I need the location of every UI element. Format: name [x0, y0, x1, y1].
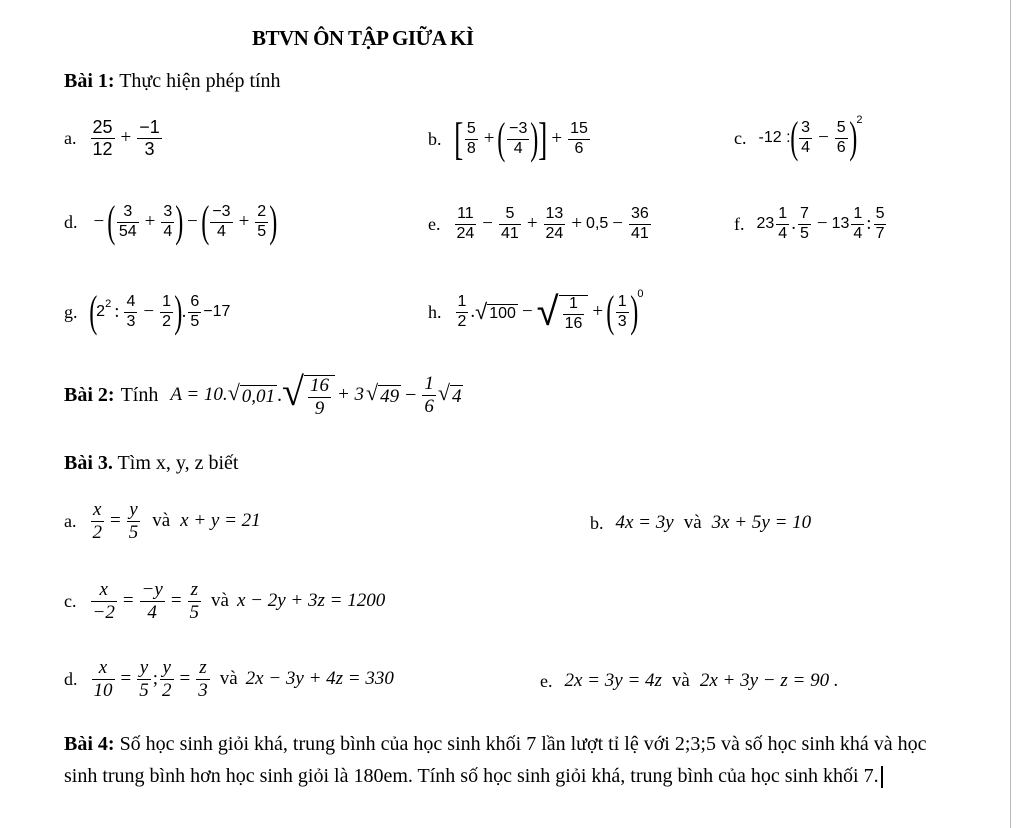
exponent: 0 [637, 288, 644, 300]
condition: x − 2y + 3z = 1200 [236, 590, 386, 612]
fraction: $\frac{1}{6}$ [424, 373, 434, 417]
decimal-term: 0,5 [586, 215, 609, 233]
square-root: √ $\frac{16}{9}$ [282, 372, 335, 419]
bai3-heading-text: Tìm x, y, z biết [117, 452, 239, 474]
bai3-item-a: a. $\frac{x}{2}$ = $\frac{y}{5}$ và x + y = 21 [64, 499, 261, 543]
fraction: $\frac{-y}{4}$ [141, 579, 163, 623]
fraction: $\frac{5}{41}$ [501, 205, 519, 242]
item-label: g. [64, 301, 78, 322]
fraction: $\frac{4}{3}$ [126, 292, 136, 330]
item-label: f. [734, 213, 745, 234]
item-label: b. [428, 128, 442, 149]
bai3-item-d: d. $\frac{x}{10}$ = $\frac{y}{5}$ ; $\frac{y}{2}$ = $\frac{z}{3}$ và 2x − 3y + 4z = 330 [64, 657, 394, 701]
fraction: $\frac{25}{12}$ [92, 117, 113, 159]
bai2-heading-text: Tính [120, 383, 159, 406]
bai3-heading [64, 452, 238, 475]
fraction: $\frac{-3}{4}$ [509, 119, 528, 157]
bai1-item-f: f. 23 $\frac{1}{4}$ . $\frac{7}{5}$ − 13 $\frac{1}{4}$ : $\frac{5}{7}$ [734, 205, 885, 242]
page-edge-line [1010, 0, 1011, 828]
bai1-item-c: c. -12 : ( $\frac{3}{4}$ − $\frac{5}{6}$ ) 2 [734, 113, 863, 162]
fraction: $\frac{y}{5}$ [139, 657, 149, 701]
fraction: $\frac{-1}{3}$ [139, 117, 160, 159]
bai1-item-e: e. $\frac{11}{24}$ − $\frac{5}{41}$ + $\frac{13}{24}$ + 0,5 − $\frac{36}{41}$ [428, 205, 649, 242]
va-word: và [683, 512, 702, 533]
item-label: b. [590, 512, 604, 533]
bai1-item-a [64, 118, 164, 159]
square-root: √ 49 [366, 380, 400, 408]
condition: 2x − 3y + 4z = 330 [245, 668, 394, 690]
item-label: c. [734, 127, 747, 148]
operator: + [120, 127, 132, 149]
item-label: d. [64, 211, 78, 232]
page-title: BTVN ÔN TẬP GIỮA KÌ [252, 26, 474, 50]
fraction: $\frac{3}{4}$ [801, 118, 811, 156]
text-cursor [881, 766, 883, 788]
fraction: $\frac{6}{5}$ [190, 292, 200, 330]
exponent: 2 [856, 114, 863, 126]
bai2-heading-bold: Bài 2: [64, 383, 115, 406]
fraction: $\frac{1}{2}$ [162, 292, 171, 330]
fraction: $\frac{5}{6}$ [836, 118, 846, 156]
fraction: $\frac{5}{7}$ [875, 205, 885, 242]
bai4-heading-bold: Bài 4: [64, 733, 115, 755]
fraction: $\frac{y}{5}$ [128, 499, 139, 543]
item-label: a. [64, 510, 77, 531]
va-word: và [152, 510, 171, 532]
mid-term: + 3 [336, 384, 365, 406]
bai3-item-e [540, 670, 839, 692]
equation: 4x = 3y [615, 512, 674, 533]
square-root: √ 0,01 [227, 380, 276, 408]
fraction: $\frac{1}{4}$ [778, 205, 788, 242]
fraction: $\frac{z}{5}$ [189, 579, 200, 623]
item-label: e. [540, 670, 553, 691]
fraction: $\frac{-3}{4}$ [212, 202, 231, 240]
va-word: và [211, 590, 229, 612]
item-label: h. [428, 301, 442, 322]
bai3-heading-bold: Bài 3. [64, 452, 113, 474]
fraction: $\frac{11}{24}$ [456, 205, 475, 242]
va-word: và [671, 670, 690, 691]
fraction: $\frac{1}{2}$ [457, 292, 467, 330]
equation: 2x = 3y = 4z [564, 670, 662, 691]
condition: x + y = 21 [180, 510, 261, 532]
square-root: √ $\frac{1}{16}$ [537, 292, 589, 333]
condition: 2x + 3y − z = 90 . [699, 670, 839, 691]
tail-term: −17 [203, 303, 231, 320]
item-label: a. [64, 127, 77, 148]
fraction: $\frac{15}{6}$ [570, 119, 588, 157]
fraction: $\frac{x}{2}$ [92, 499, 102, 543]
lhs: A = 10. [170, 384, 228, 406]
bai1-heading [64, 70, 281, 93]
fraction: $\frac{1}{3}$ [617, 292, 627, 330]
bai1-item-b: b. [ $\frac{5}{8}$ + ( $\frac{-3}{4}$ ) ] + $\frac{15}{6}$ [428, 113, 588, 164]
fraction: $\frac{13}{24}$ [545, 205, 564, 242]
item-label: d. [64, 668, 78, 689]
va-word: và [219, 668, 238, 690]
bai4-paragraph [64, 728, 964, 792]
bai3-item-c: c. $\frac{x}{-2}$ = $\frac{-y}{4}$ = $\frac{z}{5}$ và x − 2y + 3z = 1200 [64, 579, 386, 623]
fraction: $\frac{36}{41}$ [631, 205, 649, 242]
fraction: $\frac{2}{5}$ [257, 202, 267, 240]
fraction: $\frac{1}{4}$ [853, 205, 863, 242]
item-label: c. [64, 590, 77, 611]
bai1-item-g: g. ( 2 2 : $\frac{4}{3}$ − $\frac{1}{2}$ ) . $\frac{6}{5}$ −17 [64, 287, 231, 336]
condition: 3x + 5y = 10 [711, 512, 812, 533]
item-label: e. [428, 213, 441, 234]
bai1-heading-bold: Bài 1: [64, 70, 115, 92]
fraction: $\frac{x}{-2}$ [92, 579, 115, 623]
bai1-item-d: d. − ( $\frac{3}{54}$ + $\frac{3}{4}$ ) − ( $\frac{-3}{4}$ + $\frac{2}{5}$ ) [64, 197, 278, 246]
bai2: Bài 2: Tính A = 10. √ 0,01 . √ $\frac{16}{9}$ + 3 √ 49 − $\frac{1}{6}$ √ 4 [64, 369, 462, 419]
bai1-heading-text: Thực hiện phép tính [119, 70, 281, 92]
fraction: $\frac{x}{10}$ [93, 657, 113, 701]
whole-part: 13 [831, 215, 850, 233]
fraction: $\frac{5}{8}$ [466, 119, 476, 157]
base: 2 [96, 303, 106, 320]
lead-term: -12 : [758, 129, 791, 146]
fraction: $\frac{3}{54}$ [118, 202, 137, 240]
exponent: 2 [105, 298, 112, 310]
fraction: $\frac{z}{3}$ [198, 657, 208, 701]
fraction: $\frac{7}{5}$ [799, 205, 809, 242]
fraction: $\frac{3}{4}$ [163, 202, 173, 240]
whole-part: 23 [756, 215, 775, 233]
bai4-text: Số học sinh giỏi khá, trung bình của học sinh khối 7 lần lượt tỉ lệ với 2;3;5 và số học sinh khá và học sinh trung bình hơn học sinh giỏi là 180em. Tính số học sinh giỏi khá, trung bình của học sinh khối 7. [64, 733, 927, 787]
bai3-item-b [590, 512, 811, 534]
bai1-item-h: h. $\frac{1}{2}$ . √ 100 − √ $\frac{1}{16}$ + ( $\frac{1}{3}$ ) 0 [428, 287, 644, 336]
square-root: √ 4 [437, 380, 462, 408]
square-root: √ 100 [475, 299, 516, 324]
fraction: $\frac{y}{2}$ [162, 657, 172, 701]
